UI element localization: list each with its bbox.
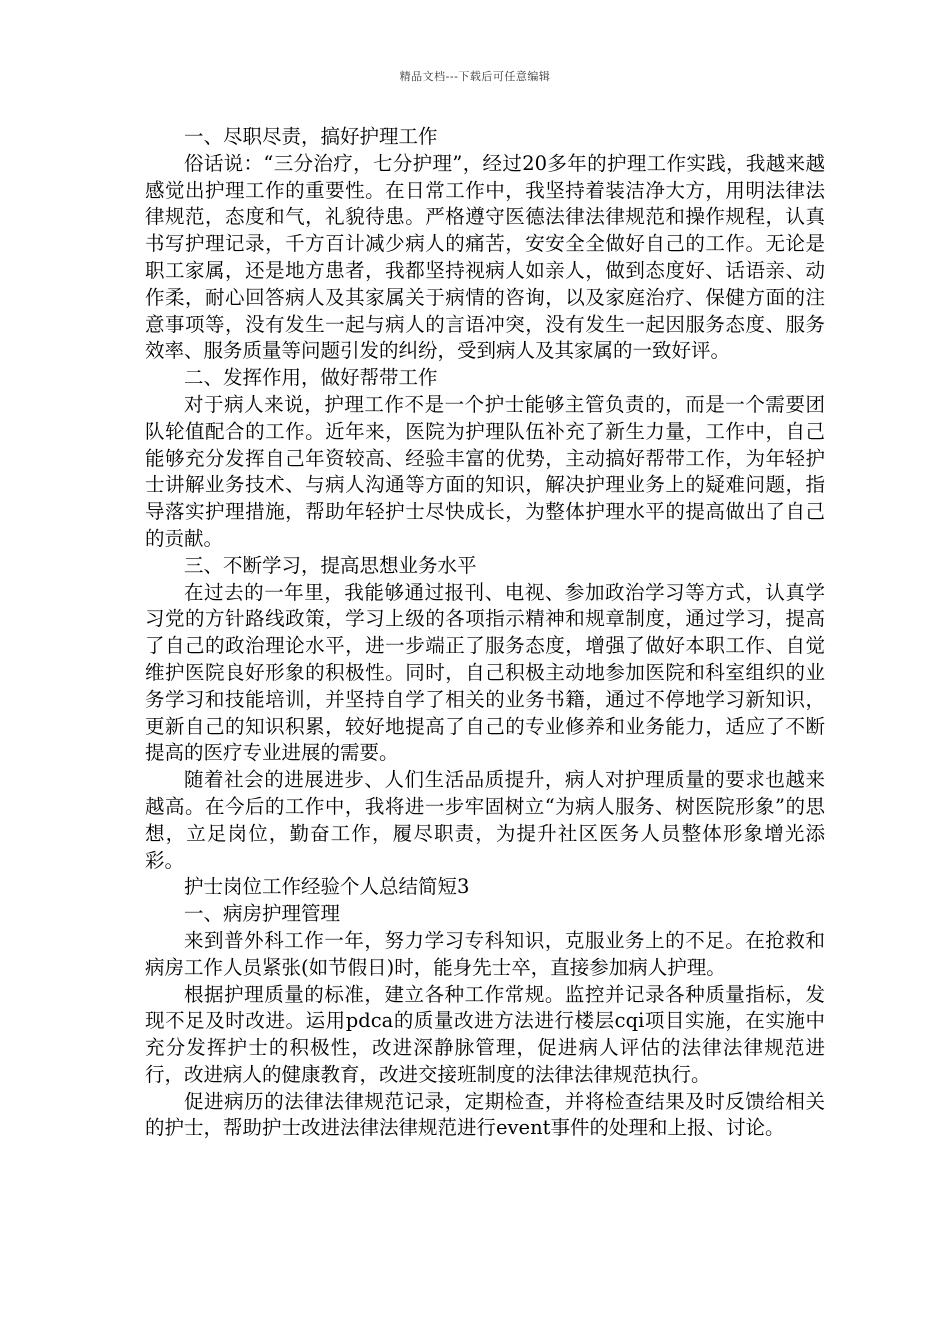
body-paragraph: 对于病人来说，护理工作不是一个护士能够主管负责的，而是一个需要团队轮值配合的工作。近年来，医院为护理队伍补充了新生力量，工作中，自己能够充分发挥自己年资较高、经验丰富的优势，主动搞好帮带工作，为年轻护士讲解业务技术、与病人沟通等方面的知识，解决护理业务上的疑难问题，指导落实护理措施，帮助年轻护士尽快成长，为整体护理水平的提高做出了自己的贡献。: [145, 392, 825, 550]
body-paragraph: 根据护理质量的标准，建立各种工作常规。监控并记录各种质量指标，发现不足及时改进。运用pdca的质量改进方法进行楼层cqi项目实施，在实施中充分发挥护士的积极性，改进深静脉管理，促进病人评估的法律法律规范进行，改进病人的健康教育，改进交接班制度的法律法律规范执行。: [145, 982, 825, 1086]
body-paragraph: 促进病历的法律法律规范记录，定期检查，并将检查结果及时反馈给相关的护士，帮助护士改进法律法律规范进行event事件的处理和上报、讨论。: [145, 1089, 825, 1140]
body-paragraph: 在过去的一年里，我能够通过报刊、电视、参加政治学习等方式，认真学习党的方针路线政策，学习上级的各项指示精神和规章制度，通过学习，提高了自己的政治理论水平，进一步端正了服务态度，增强了做好本职工作、自觉维护医院良好形象的积极性。同时，自己积极主动地参加医院和科室组织的业务学习和技能培训，并坚持自学了相关的业务书籍，通过不停地学习新知识，更新自己的知识积累，较好地提高了自己的专业修养和业务能力，适应了不断提高的医疗专业进展的需要。: [145, 580, 825, 765]
document-body: [145, 124, 825, 1142]
body-paragraph: 随着社会的进展进步、人们生活品质提升，病人对护理质量的要求也越来越高。在今后的工作中，我将进一步牢固树立“为病人服务、树医院形象”的思想，立足岗位，勤奋工作，履尽职责，为提升社区医务人员整体形象增光添彩。: [145, 768, 825, 872]
section-heading: 二、发挥作用，做好帮带工作: [184, 366, 438, 390]
body-paragraph: 来到普外科工作一年，努力学习专科知识，克服业务上的不足。在抢救和病房工作人员紧张(如节假日)时，能身先士卒，直接参加病人护理。: [145, 928, 825, 979]
body-paragraph: 俗话说：“三分治疗，七分护理”，经过20多年的护理工作实践，我越来越感觉出护理工作的重要性。在日常工作中，我坚持着装洁净大方，用明法律法律规范，态度和气，礼貌待患。严格遵守医德法律法律规范和操作规程，认真书写护理记录，千方百计减少病人的痛苦，安安全全做好自己的工作。无论是职工家属，还是地方患者，我都坚持视病人如亲人，做到态度好、话语亲、动作柔，耐心回答病人及其家属关于病情的咨询，以及家庭治疗、保健方面的注意事项等，没有发生一起与病人的言语冲突，没有发生一起因服务态度、服务效率、服务质量等问题引发的纠纷，受到病人及其家属的一致好评。: [145, 151, 825, 363]
page-header: 精品文档---下载后可任意编辑: [399, 70, 551, 83]
section-heading: 一、尽职尽责，搞好护理工作: [184, 125, 438, 148]
section-heading: 一、病房护理管理: [184, 902, 341, 926]
section-heading: 三、不断学习，提高思想业务水平: [184, 553, 477, 577]
document-title: 护士岗位工作经验个人总结简短3: [184, 875, 470, 899]
